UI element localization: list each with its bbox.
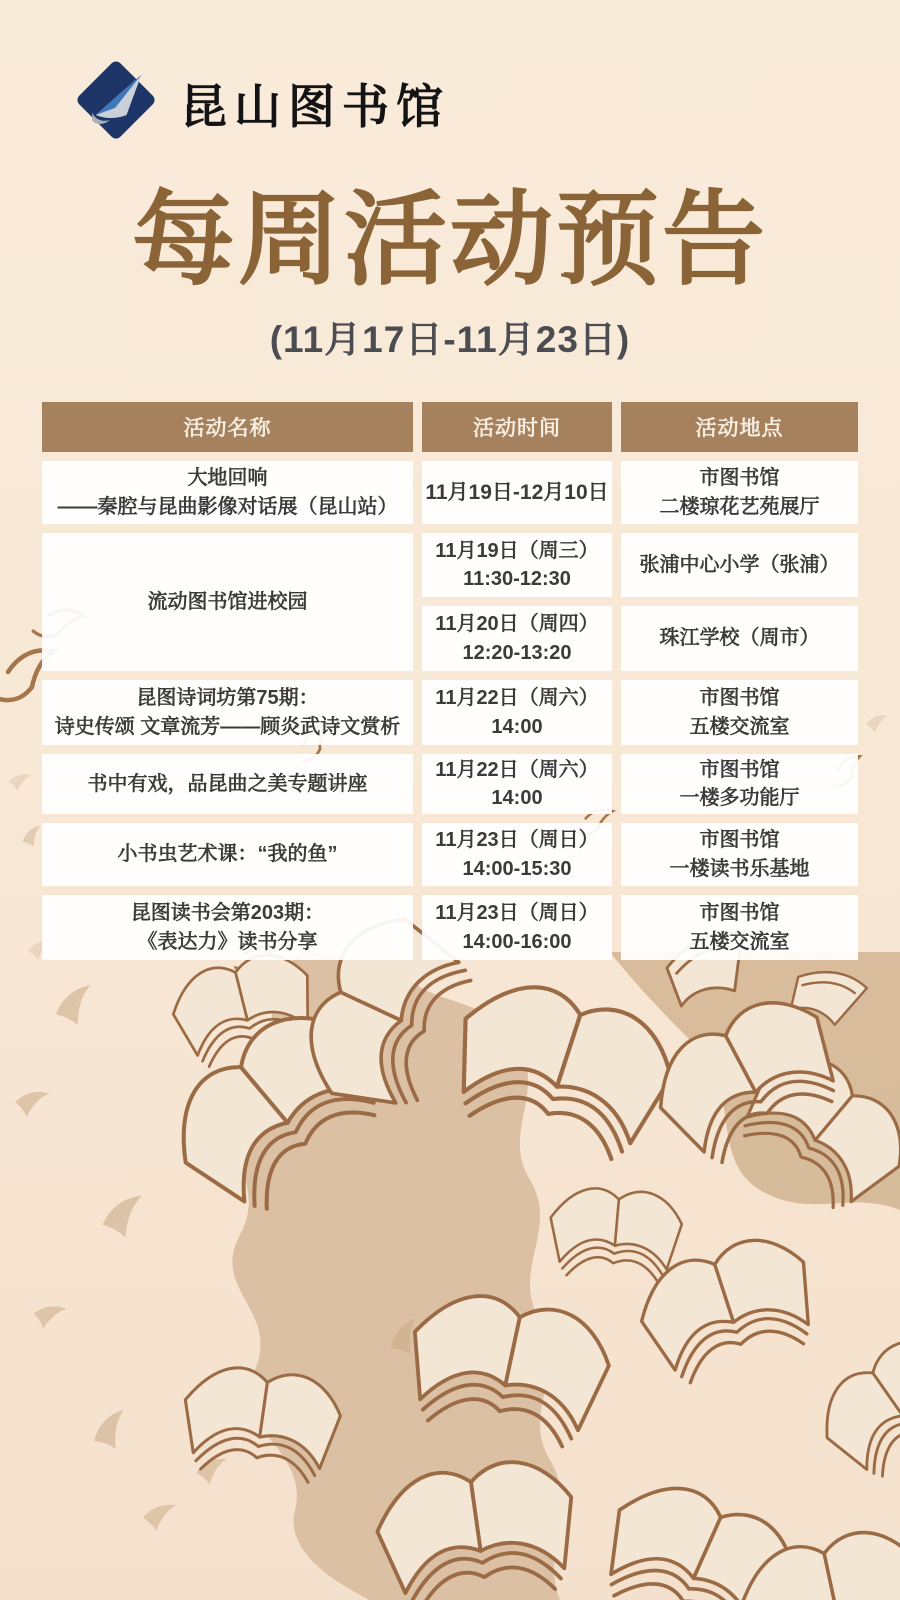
text-line: 11月20日（周四） [435,613,599,636]
text-line: 《表达力》读书分享 [137,930,318,953]
header-activity-place: 活动地点 [621,402,858,452]
date-range: (11月17日-11月23日) [269,319,631,360]
text-line: 11月22日（周六） [435,758,599,781]
text-line: 二楼琼花艺苑展厅 [659,495,820,518]
cell-name-row1 [42,461,413,524]
cell-time-row2-slot2 [422,606,612,671]
text-line: 昆图诗词坊第75期： [136,687,319,710]
cell-place-row2-slot1 [621,533,858,597]
library-logo [72,56,450,144]
brand-name: 昆山图书馆 [180,79,450,135]
text-line: 14:00-16:00 [462,930,572,953]
header-activity-name: 活动名称 [42,402,413,452]
cell-name-row3 [42,680,413,745]
cell-place-row4 [621,754,858,814]
paper-plane-diamond-icon [72,56,160,144]
text-line: 14:00-15:30 [462,857,572,880]
text-line: 五楼交流室 [689,930,790,953]
text-line: 市图书馆 [699,467,780,490]
text-line: 书中有戏，品昆曲之美专题讲座 [87,772,368,795]
text-line: 流动图书馆进校园 [147,590,308,613]
cell-time-row1 [422,461,612,524]
text-line: 市图书馆 [699,687,780,710]
text-line: 11月22日（周六） [435,687,599,710]
activity-table [42,402,858,960]
cell-name-row4 [42,754,413,814]
text-line: 张浦中心小学（张浦） [639,553,840,576]
text-line: 一楼读书乐基地 [669,857,810,880]
cell-time-row3 [422,680,612,745]
cell-time-row6 [422,895,612,960]
cell-place-row1 [621,461,858,524]
text-line: 市图书馆 [699,829,780,852]
text-line: 一楼多功能厅 [679,787,800,809]
cell-place-row6 [621,895,858,960]
text-line: 珠江学校（周市） [659,627,820,650]
cell-name-row6 [42,895,413,960]
header-activity-time: 活动时间 [422,402,612,452]
text-line: 昆图读书会第203期： [130,902,325,925]
text-line: 11月19日-12月10日 [425,480,609,504]
page-title: 每周活动预告 [132,179,768,300]
text-line: 14:00 [491,715,543,738]
text-line: 11月23日（周日） [435,829,599,852]
cell-time-row2-slot1 [422,533,612,597]
text-line: 市图书馆 [699,758,780,781]
text-line: 14:00 [491,787,543,809]
cell-place-row3 [621,680,858,745]
cell-name-row5 [42,823,413,886]
text-line: 大地回响 [187,467,268,490]
cell-place-row2-slot2 [621,606,858,671]
cell-time-row4 [422,754,612,814]
text-line: 市图书馆 [699,902,780,925]
text-line: 12:20-13:20 [462,641,572,664]
cell-name-row2-merged [42,533,413,671]
cell-place-row5 [621,823,858,886]
text-line: 11月23日（周日） [435,902,599,925]
text-line: 小书虫艺术课：“我的鱼” [117,843,338,866]
cell-time-row5 [422,823,612,886]
text-line: 11:30-12:30 [463,568,571,590]
text-line: 五楼交流室 [689,715,790,738]
text-line: ——秦腔与昆曲影像对话展（昆山站） [57,495,398,518]
text-line: 诗史传颂 文章流芳——顾炎武诗文赏析 [54,715,401,738]
text-line: 11月19日（周三） [435,539,599,562]
